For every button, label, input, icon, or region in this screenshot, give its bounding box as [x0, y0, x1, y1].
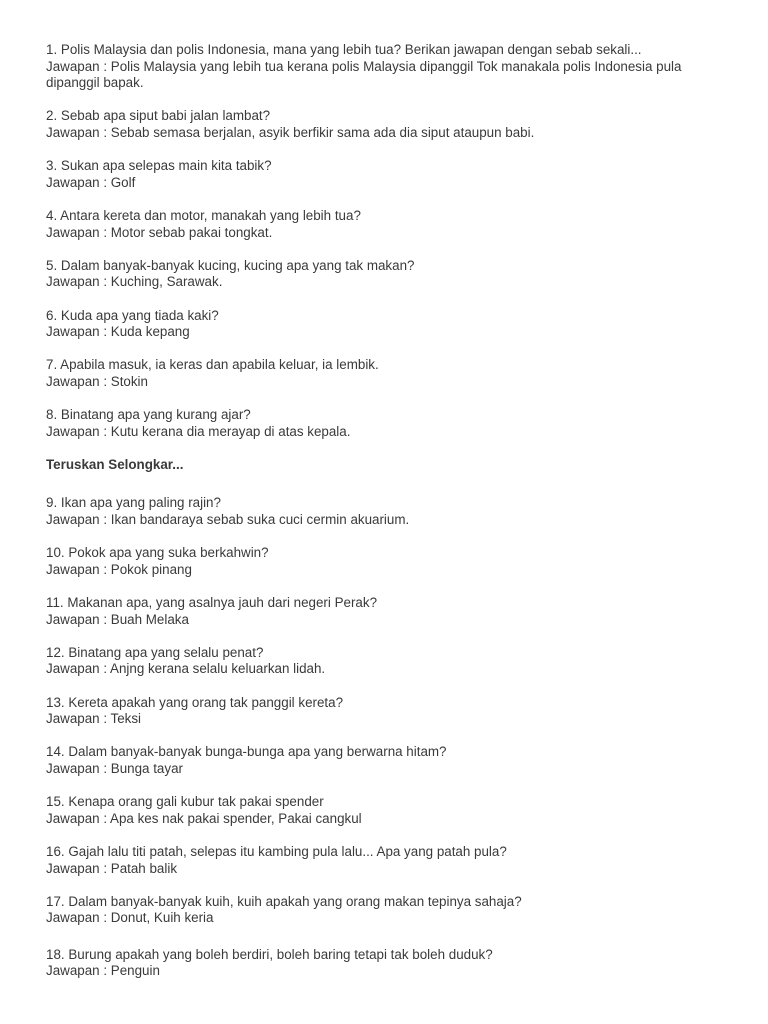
answer-text: Jawapan : Kuda kepang [46, 324, 190, 340]
qa-item-14 [46, 744, 736, 777]
question-text: 6. Kuda apa yang tiada kaki? [46, 307, 219, 323]
question-text: 5. Dalam banyak-banyak kucing, kucing apa yang tak makan? [46, 257, 415, 273]
question-text: 7. Apabila masuk, ia keras dan apabila keluar, ia lembik. [46, 357, 379, 373]
qa-item-9 [46, 495, 736, 528]
answer-text: Jawapan : Anjng kerana selalu keluarkan lidah. [46, 661, 326, 677]
answer-text: Jawapan : Patah balik [46, 860, 178, 876]
answer-text: Jawapan : Bunga tayar [46, 760, 183, 776]
qa-item-18 [46, 947, 736, 980]
question-text: 15. Kenapa orang gali kubur tak pakai spender [46, 794, 324, 810]
answer-text: Jawapan : Motor sebab pakai tongkat. [46, 224, 273, 240]
qa-item-4 [46, 208, 736, 241]
document-body [46, 42, 736, 997]
answer-text: Jawapan : Penguin [46, 963, 160, 979]
answer-text: Jawapan : Teksi [46, 711, 142, 727]
question-text: 18. Burung apakah yang boleh berdiri, boleh baring tetapi tak boleh duduk? [46, 946, 493, 962]
question-text: 17. Dalam banyak-banyak kuih, kuih apakah yang orang makan tepinya sahaja? [46, 893, 522, 909]
question-text: 16. Gajah lalu titi patah, selepas itu kambing pula lalu... Apa yang patah pula? [46, 843, 507, 859]
answer-text: Jawapan : Donut, Kuih keria [46, 910, 214, 926]
qa-item-13 [46, 695, 736, 728]
question-text: 13. Kereta apakah yang orang tak panggil kereta? [46, 694, 344, 710]
answer-text: Jawapan : Kuching, Sarawak. [46, 274, 223, 290]
question-text: 9. Ikan apa yang paling rajin? [46, 495, 221, 511]
qa-item-12 [46, 645, 736, 678]
qa-item-5 [46, 258, 736, 291]
question-text: 4. Antara kereta dan motor, manakah yang lebih tua? [46, 207, 361, 223]
qa-item-17 [46, 894, 736, 927]
question-text: 3. Sukan apa selepas main kita tabik? [46, 158, 272, 174]
qa-item-10 [46, 545, 736, 578]
qa-item-6 [46, 308, 736, 341]
qa-item-15 [46, 794, 736, 827]
answer-text: Jawapan : Kutu kerana dia merayap di atas kepala. [46, 423, 351, 439]
qa-item-11 [46, 595, 736, 628]
qa-item-1 [46, 42, 736, 92]
question-text: 11. Makanan apa, yang asalnya jauh dari negeri Perak? [46, 595, 378, 610]
qa-item-8 [46, 407, 736, 440]
answer-text: Jawapan : Polis Malaysia yang lebih tua kerana polis Malaysia dipanggil Tok manakala polis Indonesia pula dipanggil bapak. [46, 58, 682, 91]
answer-text: Jawapan : Ikan bandaraya sebab suka cuci cermin akuarium. [46, 512, 410, 528]
answer-text: Jawapan : Stokin [46, 373, 148, 389]
answer-text: Jawapan : Golf [46, 174, 136, 190]
question-text: 10. Pokok apa yang suka berkahwin? [46, 545, 269, 561]
section-heading: Teruskan Selongkar... [46, 456, 184, 472]
question-text: 2. Sebab apa siput babi jalan lambat? [46, 108, 271, 124]
answer-text: Jawapan : Sebab semasa berjalan, asyik berfikir sama ada dia siput ataupun babi. [46, 124, 535, 140]
answer-text: Jawapan : Apa kes nak pakai spender, Pakai cangkul [46, 810, 362, 826]
answer-text: Jawapan : Buah Melaka [46, 611, 189, 627]
qa-item-7 [46, 357, 736, 390]
question-text: 8. Binatang apa yang kurang ajar? [46, 407, 251, 423]
question-text: 1. Polis Malaysia dan polis Indonesia, mana yang lebih tua? Berikan jawapan dengan sebab sekali... [46, 42, 642, 57]
qa-item-2 [46, 108, 736, 141]
qa-item-3 [46, 158, 736, 191]
answer-text: Jawapan : Pokok pinang [46, 561, 192, 577]
question-text: 14. Dalam banyak-banyak bunga-bunga apa yang berwarna hitam? [46, 744, 447, 760]
question-text: 12. Binatang apa yang selalu penat? [46, 644, 264, 660]
qa-item-16 [46, 844, 736, 877]
